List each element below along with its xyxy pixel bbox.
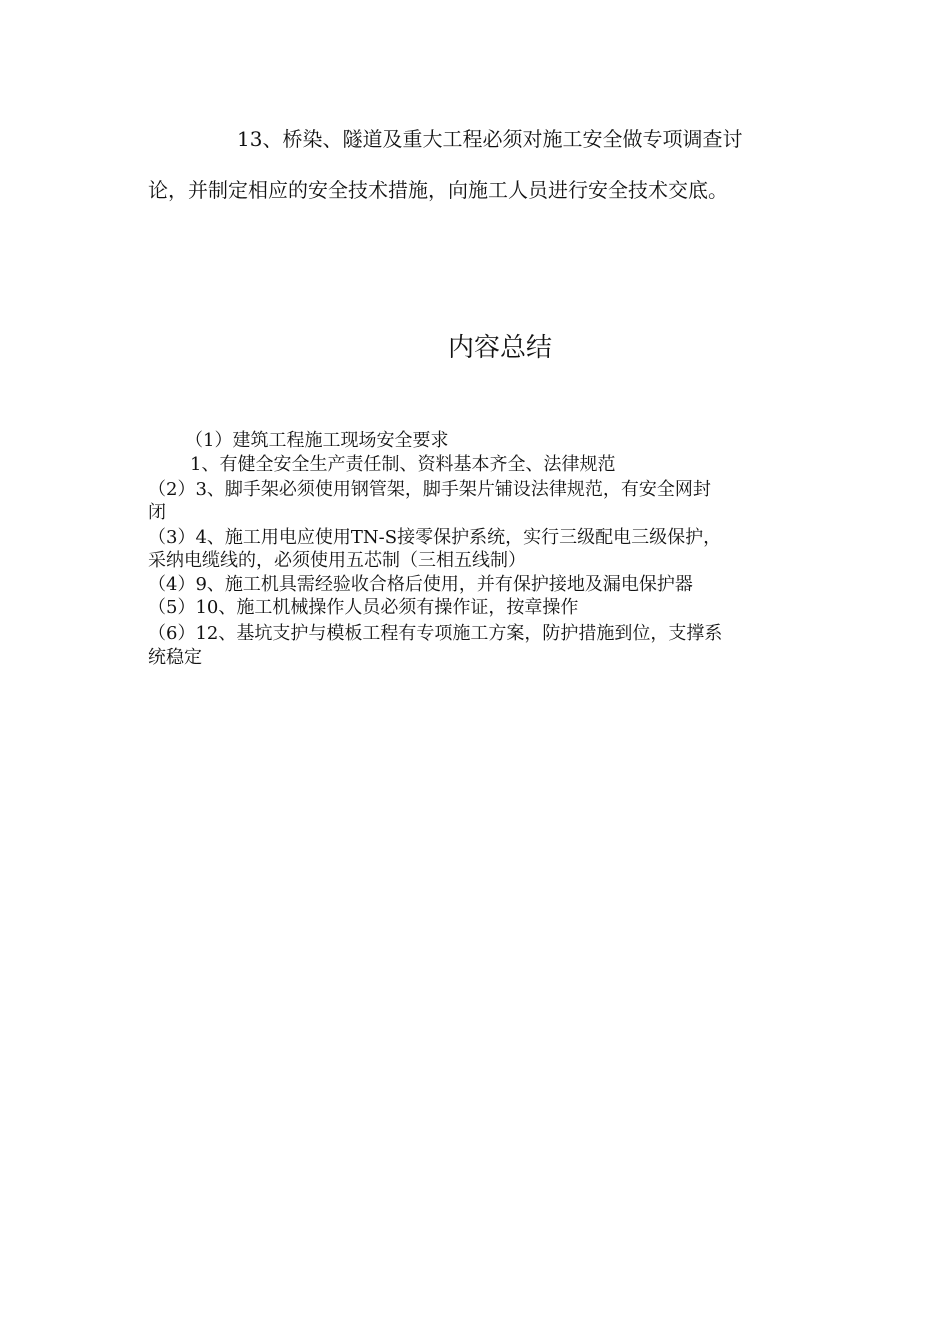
paragraph-13-line-1: 13、桥染、隧道及重大工程必须对施工安全做专项调查讨 [237,127,743,151]
summary-line: 1、有健全安全生产责任制、资料基本齐全、法律规范 [190,454,616,475]
summary-line: （1）建筑工程施工现场安全要求 [185,430,449,451]
summary-line: （4）9、施工机具需经验收合格后使用，并有保护接地及漏电保护器 [148,574,693,595]
summary-line: 统稳定 [148,647,202,668]
paragraph-13-line-2: 论，并制定相应的安全技术措施，向施工人员进行安全技术交底。 [148,178,728,202]
summary-line: （3）4、施工用电应使用TN-S接零保护系统，实行三级配电三级保护， [148,527,722,548]
summary-line: 采纳电缆线的，必须使用五芯制（三相五线制） [148,550,526,571]
summary-line: （2）3、脚手架必须使用钢管架，脚手架片铺设法律规范，有安全网封 [148,479,711,500]
summary-title: 内容总结 [448,333,553,363]
summary-line: （5）10、施工机械操作人员必须有操作证，按章操作 [148,597,579,618]
summary-line: （6）12、基坑支护与模板工程有专项施工方案，防护措施到位，支撑系 [148,623,723,644]
summary-line: 闭 [148,502,166,523]
